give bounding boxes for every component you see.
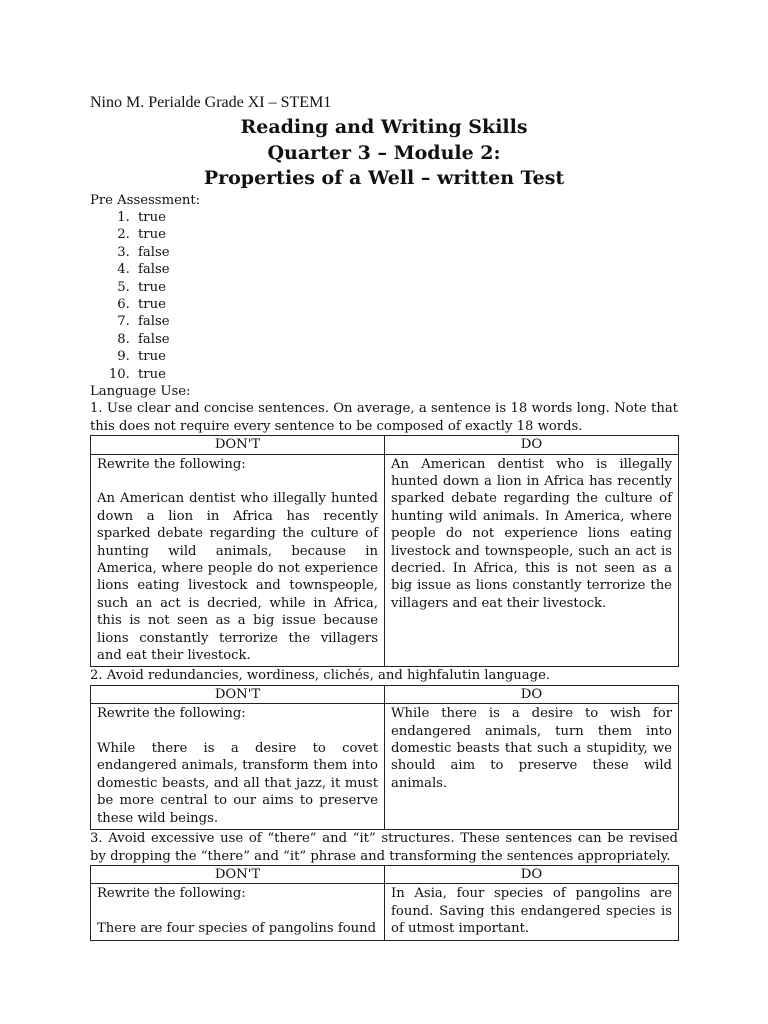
pre-assessment-label: Pre Assessment: [90, 192, 201, 208]
dont-cell [91, 884, 385, 940]
answer-item: 2. true [134, 226, 678, 243]
title-line-3: Properties of a Well – written Test [203, 167, 565, 189]
rewrite-prompt: Rewrite the following: [97, 886, 246, 902]
dont-example: An American dentist who illegally hunted down a lion in Africa has recently sparked debate regarding the culture of hunting wild animals, because in America, where people do not experience lions eating livestock and townspeople, such an act is decried, while in Africa, this is not seen as a big issue because lions constantly terrorize the villagers and eat their livestock. [97, 491, 378, 664]
pre-assessment-answers [90, 209, 678, 383]
document-page [90, 93, 678, 941]
dont-cell [91, 454, 385, 667]
dont-column-header: DON'T [91, 685, 385, 703]
answer-item: 5. true [134, 279, 678, 296]
rule-3-text: 3. Avoid excessive use of “there” and “it” structures. These sentences can be revised by dropping the “there” and “it” phrase and transforming the sentences appropriately. [90, 831, 678, 864]
table-header-row [91, 865, 679, 883]
table-row [91, 454, 679, 667]
answer-item: 10. true [134, 366, 678, 383]
dont-column-header: DON'T [91, 865, 385, 883]
author-line: Nino M. Perialde Grade XI – STEM1 [90, 94, 332, 111]
answer-item: 1. true [134, 209, 678, 226]
do-example: An American dentist who is illegally hunted down a lion in Africa has recently sparked debate regarding the culture of hunting wild animals. In America, where people do not experience lions eating livestock and townspeople, such an act is decried. In Africa, this is not seen as a big issue as lions constantly terrorize the villagers and eat their livestock. [391, 456, 672, 611]
rule-2-text: 2. Avoid redundancies, wordiness, clichés, and highfalutin language. [90, 668, 551, 684]
comparison-table-3 [90, 865, 679, 941]
comparison-table-2 [90, 685, 679, 830]
dont-example: While there is a desire to covet endangered animals, transform them into domestic beasts, and all that jazz, it must be more central to our aims to preserve these wild beings. [97, 741, 378, 826]
do-column-header: DO [385, 685, 679, 703]
answer-item: 9. true [134, 348, 678, 365]
dont-column-header: DON'T [91, 436, 385, 454]
answer-item: 4. false [134, 261, 678, 278]
answer-item: 7. false [134, 313, 678, 330]
rule-1-text: 1. Use clear and concise sentences. On average, a sentence is 18 words long. Note that this does not require every sentence to be composed of exactly 18 words. [90, 401, 678, 434]
do-example: In Asia, four species of pangolins are found. Saving this endangered species is of utmost important. [391, 886, 672, 937]
comparison-table-1 [90, 435, 679, 667]
table-header-row [91, 685, 679, 703]
title-line-2: Quarter 3 – Module 2: [267, 141, 501, 164]
do-cell [385, 884, 679, 940]
dont-example: There are four species of pangolins found [97, 921, 377, 937]
title-line-1: Reading and Writing Skills [240, 116, 528, 138]
do-cell [385, 454, 679, 667]
answer-item: 3. false [134, 244, 678, 261]
table-row [91, 704, 679, 830]
answer-item: 6. true [134, 296, 678, 313]
table-header-row [91, 436, 679, 454]
rewrite-prompt: Rewrite the following: [97, 456, 246, 472]
do-column-header: DO [385, 436, 679, 454]
do-cell [385, 704, 679, 830]
do-column-header: DO [385, 865, 679, 883]
language-use-label: Language Use: [90, 383, 191, 399]
dont-cell [91, 704, 385, 830]
do-example: While there is a desire to wish for endangered animals, turn them into domestic beasts that such a stupidity, we should aim to preserve these wild animals. [391, 706, 672, 791]
rewrite-prompt: Rewrite the following: [97, 706, 246, 722]
table-row [91, 884, 679, 940]
answer-item: 8. false [134, 331, 678, 348]
